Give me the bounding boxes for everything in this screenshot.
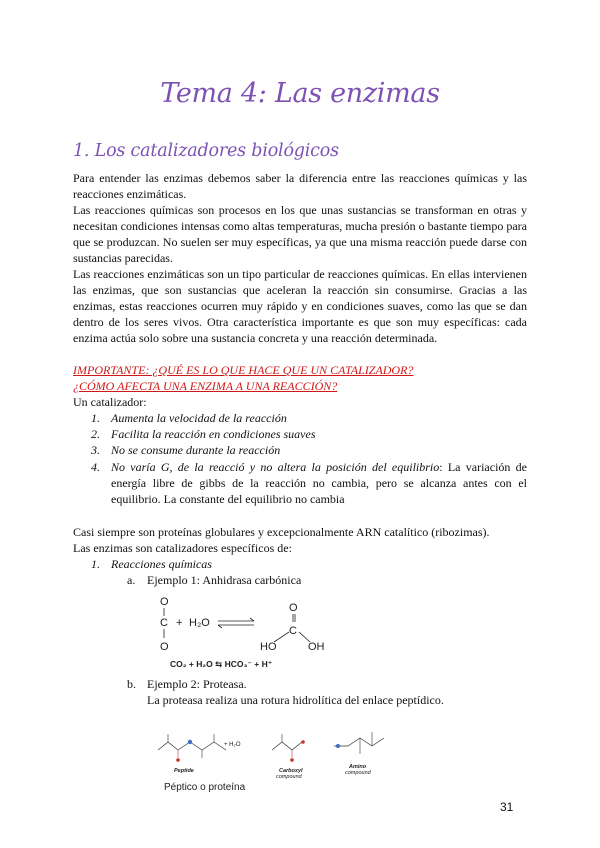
oxygen-atom: O [289, 602, 298, 614]
list-item-explanation: : La variación de energía libre de gibbs de la reacción no cambia, pero se alcanza antes con el equilibrio. La constante del equilibrio no cambia [111, 460, 527, 506]
oxygen-atom [176, 758, 180, 762]
carboxyl-label: Carboxyl [279, 768, 303, 774]
example-item-2 [127, 676, 247, 692]
important-question-2: ¿CÓMO AFECTA UNA ENZIMA A UNA REACCIÓN? [73, 379, 338, 393]
hydroxyl-group: HO [260, 641, 277, 653]
arrow-head [218, 625, 222, 628]
oxygen-atom: O [160, 641, 169, 653]
paragraph-intro: Para entender las enzimas debemos saber la diferencia entre las reacciones químicas y las reacciones enzimáticas. [73, 171, 527, 201]
paragraph-enzymatic-reactions: Las reacciones enzimáticas son un tipo particular de reacciones químicas. En ellas intervienen las enzimas, que son sustancias que aceleran la reacción sin consumirse. Gracias a las enzimas, estas reacciones ocurren muy rápido y en condiciones suaves, como las que se dan dentro de los seres vivos. Otra característica importante es que son muy específicas: cada enzima actúa solo sobre una sustancia concreta y una reacción determinada. [73, 267, 527, 345]
water-molecule: H₂O [189, 617, 210, 629]
oxygen-atom [290, 758, 294, 762]
list-item-text: Reacciones químicas [111, 557, 212, 571]
amino-label: compound [345, 770, 371, 776]
carboxyl-backbone [272, 742, 302, 750]
amino-label: Amino [349, 764, 367, 770]
section-title: 1. Los catalizadores biológicos [73, 141, 339, 161]
example-text: Ejemplo 2: Proteasa. [147, 677, 247, 691]
arrow-head [250, 618, 254, 621]
carbon-atom: C [160, 617, 168, 629]
list-item-number: 1. [91, 557, 100, 571]
list-item-text: Aumenta la velocidad de la reacción [111, 411, 287, 425]
list-item [91, 426, 316, 442]
carbon-atom: C [289, 625, 297, 637]
important-question-1: IMPORTANTE: ¿QUÉ ES LO QUE HACE QUE UN CATALIZADOR? [73, 363, 414, 377]
list-item-number: 1. [91, 411, 100, 425]
list-item [91, 442, 280, 458]
example-letter: a. [127, 573, 136, 587]
oxygen-atom: O [160, 596, 169, 608]
example-text: Ejemplo 1: Anhidrasa carbónica [147, 573, 302, 587]
list-item-text: No se consume durante la reacción [111, 443, 281, 457]
amino-backbone [334, 738, 384, 746]
list-item-number: 2. [91, 427, 100, 441]
enzymes-specific-intro: Las enzimas son catalizadores específicos de: [73, 541, 292, 555]
hydroxyl-group: OH [308, 641, 325, 653]
peptide-label: Peptide [174, 768, 194, 774]
example-item-1 [127, 572, 301, 588]
enzymes-composition: Casi siempre son proteínas globulares y excepcionalmente ARN catalítico (ribozimas). [73, 525, 490, 539]
reaction-equation: CO₂ + H₂O ⇆ HCO₃⁻ + H⁺ [170, 659, 273, 669]
water-label: + H₂O [224, 742, 241, 748]
list-item [91, 410, 287, 426]
nitrogen-atom [188, 740, 192, 744]
paragraph-chemical-reactions: Las reacciones químicas son procesos en los que unas sustancias se transforman en otras y necesitan condiciones intensas como altas temperaturas, mucha presión o bastante tiempo para que se produzcan. No suelen ser muy específicas, ya que una misma reacción puede darse con sustancias parecidas. [73, 203, 527, 265]
list-item-number: 3. [91, 443, 100, 457]
protease-reaction [152, 724, 402, 794]
list-item-number: 4. [91, 460, 100, 474]
list-item [91, 459, 527, 507]
list-item [91, 556, 212, 572]
carboxyl-label: compound [276, 774, 302, 780]
carbonic-anhydrase-reaction [150, 588, 325, 672]
nitrogen-atom [336, 744, 340, 748]
page-number: 31 [500, 800, 514, 814]
example-letter: b. [127, 677, 136, 691]
example-2-detail: La proteasa realiza una rotura hidrolítica del enlace peptídico. [147, 693, 444, 707]
peptide-backbone [158, 742, 226, 750]
list-item-text: Facilita la reacción en condiciones suaves [111, 427, 316, 441]
plus-sign: + [176, 617, 183, 629]
oxygen-atom [301, 740, 305, 744]
list-item-text: No varía G, de la reacció y no altera la posición del equilibrio [111, 460, 440, 474]
page-title: Tema 4: Las enzimas [160, 78, 440, 109]
catalizador-intro: Un catalizador: [73, 395, 147, 409]
peptide-caption: Péptico o proteína [164, 782, 246, 793]
